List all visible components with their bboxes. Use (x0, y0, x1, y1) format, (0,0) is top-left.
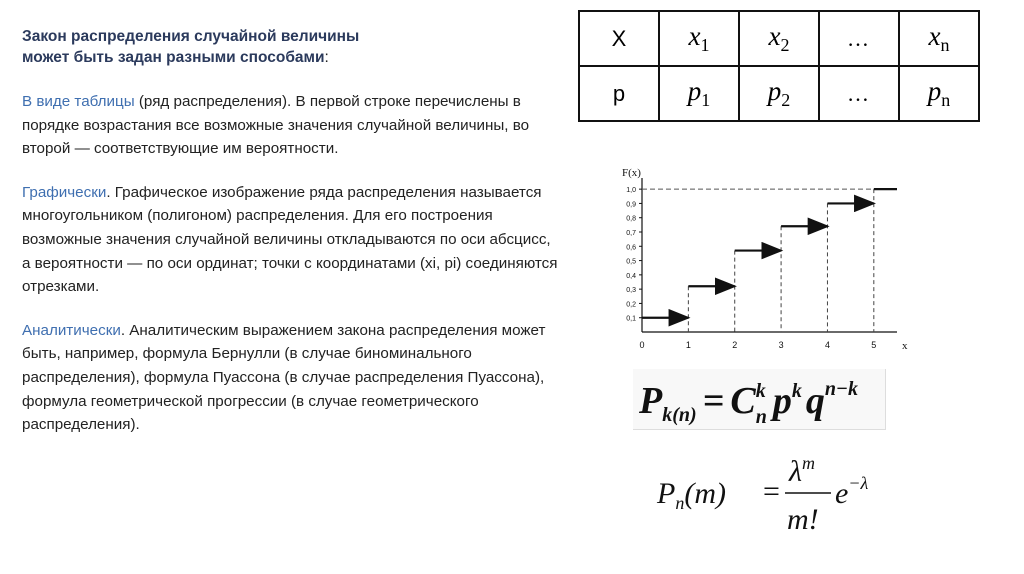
bernoulli-p-sup: k (791, 380, 802, 402)
y-tick-label: 1,0 (626, 187, 636, 195)
poisson-lambda-sup: m (802, 453, 815, 473)
bernoulli-equals: = (702, 380, 725, 422)
bernoulli-formula (633, 369, 886, 430)
bernoulli-q-sup: n−k (824, 378, 859, 400)
paragraph-table (22, 90, 562, 161)
heading-line-2: может быть задан разными способами (22, 49, 325, 66)
y-tick-label: 0,9 (626, 201, 636, 209)
y-axis-label: F(x) (622, 167, 641, 179)
table-cell-p2: $p_2$ (739, 66, 819, 121)
poisson-arg: (m) (684, 477, 726, 510)
bernoulli-C-sup: k (755, 380, 766, 402)
poisson-e: e (835, 477, 849, 510)
heading-line-1: Закон распределения случайной величины (22, 28, 360, 45)
poisson-P: P (657, 477, 676, 510)
table-cell-x-ellipsis: … (819, 11, 899, 66)
table-cell-p-ellipsis: … (819, 66, 899, 121)
y-tick-label: 0,7 (626, 230, 636, 237)
slide-heading (22, 26, 562, 68)
bernoulli-formula-svg (633, 369, 885, 429)
x-tick-label: 3 (778, 340, 784, 350)
table-row-probabilities (579, 66, 979, 121)
y-tick-label: 0,4 (626, 272, 636, 280)
table-row-head-p: p (579, 66, 659, 121)
heading-colon: : (324, 49, 329, 66)
paragraph-table-lead: В виде таблицы (22, 93, 135, 110)
table-cell-xn: $x_n$ (899, 11, 979, 66)
paragraph-analytic-body: . Аналитическим выражением закона распределения может быть, например, формула Бернулли (в случае биноминального распределения), формула Пуассона (в случае распределения Пуассона), формула геометрической прогрессии (в случае геометрического распределения). (22, 321, 546, 434)
paragraph-table-body: (ряд распределения). В первой строке перечислены в порядке возрастания все возможные значения случайной величины, во второй — соответствующие им вероятности. (22, 93, 530, 158)
distribution-table (578, 10, 980, 122)
paragraph-graphic (22, 181, 562, 299)
svg-text:Pn(m) (656, 477, 726, 513)
paragraph-analytic-lead: Аналитически (22, 321, 121, 339)
table-row-values (579, 11, 979, 66)
x-tick-label: 1 (685, 340, 691, 350)
table-cell-x2: $x_2$ (739, 11, 819, 66)
paragraph-analytic (22, 319, 562, 437)
table-cell-x1: $x_1$ (659, 11, 739, 66)
svg-text:Pk(n)=Cknpkqn−k (638, 378, 858, 428)
svg-text:e−λ (835, 473, 868, 510)
y-tick-label: 0,8 (626, 215, 636, 223)
poisson-P-sub: n (675, 493, 685, 513)
y-tick-label: 0,2 (626, 301, 636, 309)
y-tick-label: 0,1 (626, 315, 636, 323)
table-cell-p1: $p_1$ (659, 66, 739, 121)
poisson-denominator: m! (787, 503, 819, 536)
x-tick-label: 4 (824, 340, 830, 350)
x-tick-label: 0 (639, 340, 645, 350)
bernoulli-p: p (772, 380, 792, 422)
bernoulli-P: P (639, 380, 663, 422)
poisson-equals: = (763, 475, 780, 508)
y-tick-label: 0,5 (626, 258, 636, 266)
bernoulli-q: q (805, 380, 825, 422)
poisson-formula-svg (655, 447, 885, 547)
text-column (22, 26, 562, 457)
poisson-e-sup: −λ (848, 473, 869, 493)
y-tick-label: 0,6 (626, 244, 636, 252)
poisson-lambda: λ (789, 455, 802, 488)
x-tick-label: 5 (871, 340, 877, 350)
bernoulli-P-sub: k(n) (662, 404, 697, 426)
table-cell-pn: $p_n$ (899, 66, 979, 121)
bernoulli-C-sub: n (755, 406, 767, 428)
x-axis-label: x (902, 340, 908, 352)
x-tick-label: 2 (732, 340, 738, 350)
paragraph-graphic-lead: Графически (22, 183, 107, 201)
paragraph-graphic-body: . Графическое изображение ряда распределения называется многоугольником (полигоном) распределения. Для его построения возможные значения случайной величины откладываются по оси абсцисс, а вероятности — по оси ординат; точки с координатами (xi, pi) соединяются отрезками. (22, 183, 558, 296)
distribution-function-chart (612, 160, 922, 360)
svg-text:λm (788, 453, 815, 488)
y-tick-label: 0,3 (626, 287, 636, 295)
bernoulli-C: C (730, 380, 756, 422)
poisson-formula (655, 447, 885, 552)
table-row-head-x: X (579, 11, 659, 66)
